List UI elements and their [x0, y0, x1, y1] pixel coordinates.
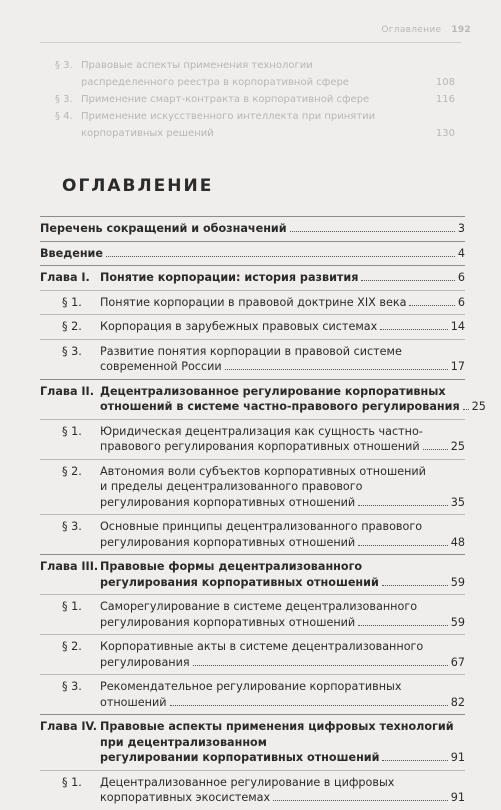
toc-entry-title-last-line: [40, 221, 465, 237]
toc-entry-title-last-line: [100, 270, 465, 286]
toc-entry-page-number: 35: [450, 495, 465, 509]
bleed-through-line-text: распределенного реестра в корпоративной сфере: [81, 77, 349, 88]
header-rule: [40, 42, 461, 43]
toc-entry-row: [40, 775, 465, 806]
toc-entry-number: Глава III.: [40, 560, 99, 573]
toc-entry-title-line: Юридическая децентрализация как сущность частно-: [100, 424, 423, 438]
toc-entry-title-line: отношений в системе частно-правового регулирования: [100, 400, 460, 413]
toc-entry-number: Глава II.: [40, 384, 94, 398]
bleed-through-line-number: [55, 125, 81, 142]
toc-entry-title: [100, 519, 465, 550]
toc-entry-row: [40, 639, 465, 670]
toc-entry-title-last-line: [100, 615, 465, 631]
toc-entry-title-last-line: [100, 790, 465, 806]
toc-entry-title-line: регулирования корпоративных отношений: [100, 535, 356, 549]
toc-entry-page-number: 25: [471, 400, 486, 413]
toc-entry-title-line: современной России: [100, 360, 222, 373]
dot-leader: [358, 625, 448, 626]
toc-entry-number: § 2.: [62, 464, 82, 478]
toc-entry-number: § 2.: [62, 640, 82, 653]
toc-entry-page-number: 6: [457, 295, 465, 309]
toc-entry-title-line: Корпорация в зарубежных правовых системах: [100, 320, 378, 333]
bleed-through-line-text: Правовые аспекты применения технологии: [81, 60, 313, 71]
toc-section-entry[interactable]: [40, 514, 465, 554]
bleed-through-line-number: [55, 74, 81, 91]
toc-entry-title-line: и пределы децентрализованного правового: [100, 480, 363, 493]
bleed-through-line-text: корпоративных решений: [81, 128, 214, 139]
bleed-through-line-text: Применение искусственного интеллекта при принятии: [81, 111, 376, 122]
toc-entry-title: [100, 719, 465, 766]
toc-entry[interactable]: [40, 216, 465, 241]
toc-entry-title-last-line: [100, 495, 465, 511]
toc-entry-page-number: 91: [450, 751, 465, 764]
toc-section-entry[interactable]: [40, 594, 465, 634]
toc-entry-title: [100, 319, 465, 335]
toc-entry-title-line: регулирования корпоративных отношений: [100, 615, 356, 629]
toc-entry-title-line: Правовые формы децентрализованного: [100, 560, 363, 573]
toc-entry-number: § 1.: [62, 600, 82, 613]
toc-entry-title-last-line: [100, 535, 465, 551]
toc-entry-title: [100, 344, 465, 375]
toc-entry-page-number: 25: [450, 440, 465, 453]
toc-entry-row: [40, 719, 465, 766]
toc-entry-page-number: 48: [450, 535, 465, 549]
toc-entry-title-line: отношений: [100, 695, 167, 709]
dot-leader: [273, 800, 448, 801]
dot-leader: [193, 665, 448, 666]
toc-entry-row: [40, 464, 465, 511]
toc-entry-page-number: 3: [457, 222, 465, 235]
toc-section-entry[interactable]: [40, 634, 465, 674]
toc-chapter-entry[interactable]: [40, 379, 486, 419]
toc-chapter-entry[interactable]: [40, 265, 465, 290]
toc-entry-page-number: 4: [457, 246, 465, 260]
bleed-through-line: [55, 57, 455, 74]
toc-entry-title-line: Основные принципы децентрализованного правового: [100, 520, 423, 533]
bleed-through-line: [55, 108, 455, 125]
toc-entry-title-line: Децентрализованное регулирование в цифровых: [100, 775, 395, 789]
toc-entry-title-line: Понятие корпорации в правовой доктрине XIX века: [100, 295, 407, 309]
bleed-through-text: [55, 57, 455, 142]
toc-entry-page-number: 59: [450, 615, 465, 629]
toc-entry-title-line: Рекомендательное регулирование корпоративных: [100, 680, 402, 693]
toc-entry-title: [40, 221, 465, 237]
bleed-through-line-number: § 3.: [55, 60, 73, 71]
toc-entry-title: [100, 559, 465, 590]
bleed-through-line: [55, 91, 455, 108]
toc-entry-row: [40, 599, 465, 630]
dot-leader: [170, 705, 448, 706]
toc-entry-title: [100, 775, 465, 806]
toc-entry-title-line: Развитие понятия корпорации в правовой системе: [100, 344, 402, 358]
toc-entry-title-line: Децентрализованное регулирование корпоративных: [100, 384, 446, 398]
toc-entry-title-line: Правовые аспекты применения цифровых технологий: [100, 720, 454, 733]
toc-entry-title-last-line: [40, 246, 465, 262]
toc-entry-page-number: 6: [457, 271, 465, 284]
toc-entry-title-line: Корпоративные акты в системе децентрализованного: [100, 640, 424, 653]
toc-chapter-entry[interactable]: [40, 714, 465, 770]
toc-entry-title-line: регулирования корпоративных отношений: [100, 495, 356, 509]
toc-entry-row: [40, 384, 486, 415]
bleed-through-line-number: § 3.: [55, 94, 73, 105]
toc-entry-title: [100, 424, 465, 455]
toc-entry-page-number: 14: [450, 320, 465, 333]
toc-entry-row: [40, 295, 465, 311]
toc-entry-title: [100, 599, 465, 630]
toc-entry-row: [40, 424, 465, 455]
dot-leader: [382, 585, 448, 586]
bleed-through-header-text: Оглавление: [381, 25, 442, 35]
bleed-through-line-page: 130: [435, 128, 455, 139]
toc-entry-title-line: регулирования корпоративных отношений: [100, 575, 379, 589]
bleed-through-header: [381, 22, 471, 39]
toc-entry-number: § 3.: [62, 344, 82, 358]
toc-section-entry[interactable]: [40, 674, 465, 714]
toc-entry-title-line: Понятие корпорации: история развития: [100, 271, 359, 284]
toc-entry-title: [100, 464, 465, 511]
toc-entry-row: [40, 344, 465, 375]
bleed-through-line-page: 108: [435, 77, 455, 88]
dot-leader: [290, 231, 455, 232]
dot-leader: [463, 409, 469, 410]
toc-entry-row: [40, 519, 465, 550]
toc-entry-number: Глава I.: [40, 271, 90, 284]
bleed-through-line: [55, 125, 455, 142]
toc-entry-title-line: корпоративных экосистемах: [100, 791, 271, 804]
toc-entry-title-last-line: [100, 319, 465, 335]
toc-entry-row: [40, 559, 465, 590]
dot-leader: [358, 545, 448, 546]
toc-entry-title-last-line: [100, 575, 465, 591]
toc-entry-title: [100, 639, 465, 670]
dot-leader: [106, 256, 455, 257]
toc-entry-number: § 1.: [62, 775, 82, 789]
dot-leader: [409, 305, 454, 306]
bleed-through-line-text: Применение смарт-контракта в корпоративной сфере: [81, 94, 370, 105]
toc-entry-title: [100, 679, 465, 710]
bleed-through-line-number: § 4.: [55, 111, 73, 122]
toc-entry-title-line: регулировании корпоративных отношений: [100, 751, 380, 764]
toc-entry-title-last-line: [100, 655, 465, 671]
toc-entry-title-last-line: [100, 695, 465, 711]
toc-entry-page-number: 59: [450, 575, 465, 589]
toc-entry-title: [100, 295, 465, 311]
dot-leader: [382, 760, 447, 761]
dot-leader: [225, 369, 448, 370]
dot-leader: [380, 329, 448, 330]
dot-leader: [358, 505, 448, 506]
toc-entry-title-last-line: [100, 439, 465, 455]
toc-entry-number: § 1.: [62, 424, 82, 438]
toc-chapter-entry[interactable]: [40, 554, 465, 594]
bleed-through-line-page: [425, 57, 455, 74]
table-of-contents: [40, 216, 486, 810]
toc-entry-row: [40, 246, 465, 262]
toc-entry-page-number: 67: [450, 655, 465, 669]
bleed-through-line: [55, 74, 455, 91]
toc-entry-title-last-line: [100, 750, 465, 766]
toc-entry-title-line: Саморегулирование в системе децентрализованного: [100, 600, 418, 613]
toc-entry-page-number: 82: [450, 695, 465, 709]
toc-entry-title: [100, 384, 486, 415]
dot-leader: [361, 280, 454, 281]
toc-entry-page-number: 17: [450, 360, 465, 373]
toc-entry-row: [40, 270, 465, 286]
toc-entry-number: § 1.: [62, 295, 82, 309]
toc-entry-title-line: Автономия воли субъектов корпоративных отношений: [100, 464, 426, 478]
toc-entry-title-line: правового регулирования корпоративных отношений: [100, 440, 420, 453]
toc-section-entry[interactable]: [40, 770, 465, 810]
toc-entry-row: [40, 221, 465, 237]
toc-entry-title: [100, 270, 465, 286]
toc-entry-row: [40, 679, 465, 710]
toc-section-entry[interactable]: [40, 459, 465, 515]
toc-section-entry[interactable]: [40, 419, 465, 459]
toc-entry-page-number: 91: [450, 791, 465, 804]
toc-entry-number: Глава IV.: [40, 720, 98, 733]
toc-title: ОГЛАВЛЕНИЕ: [62, 176, 214, 196]
toc-entry-title-line: при децентрализованном: [100, 735, 267, 749]
dot-leader: [423, 449, 448, 450]
bleed-through-line-page: [425, 108, 455, 125]
toc-entry-number: § 2.: [62, 320, 82, 333]
toc-entry-title-last-line: [100, 399, 486, 415]
toc-entry-title: [40, 246, 465, 262]
toc-entry-number: § 3.: [62, 680, 82, 693]
toc-section-entry[interactable]: [40, 339, 465, 379]
toc-entry[interactable]: [40, 241, 465, 266]
bleed-through-line-page: 116: [435, 94, 455, 105]
bleed-through-page-number: 192: [451, 25, 471, 35]
toc-section-entry[interactable]: [40, 290, 465, 315]
toc-entry-title-last-line: [100, 295, 465, 311]
toc-entry-title-line: регулирования: [100, 655, 190, 669]
toc-entry-title-line: Перечень сокращений и обозначений: [40, 222, 287, 235]
toc-entry-title-last-line: [100, 359, 465, 375]
toc-entry-row: [40, 319, 465, 335]
toc-entry-number: § 3.: [62, 520, 82, 533]
toc-entry-title-line: Введение: [40, 246, 103, 260]
toc-section-entry[interactable]: [40, 314, 465, 339]
